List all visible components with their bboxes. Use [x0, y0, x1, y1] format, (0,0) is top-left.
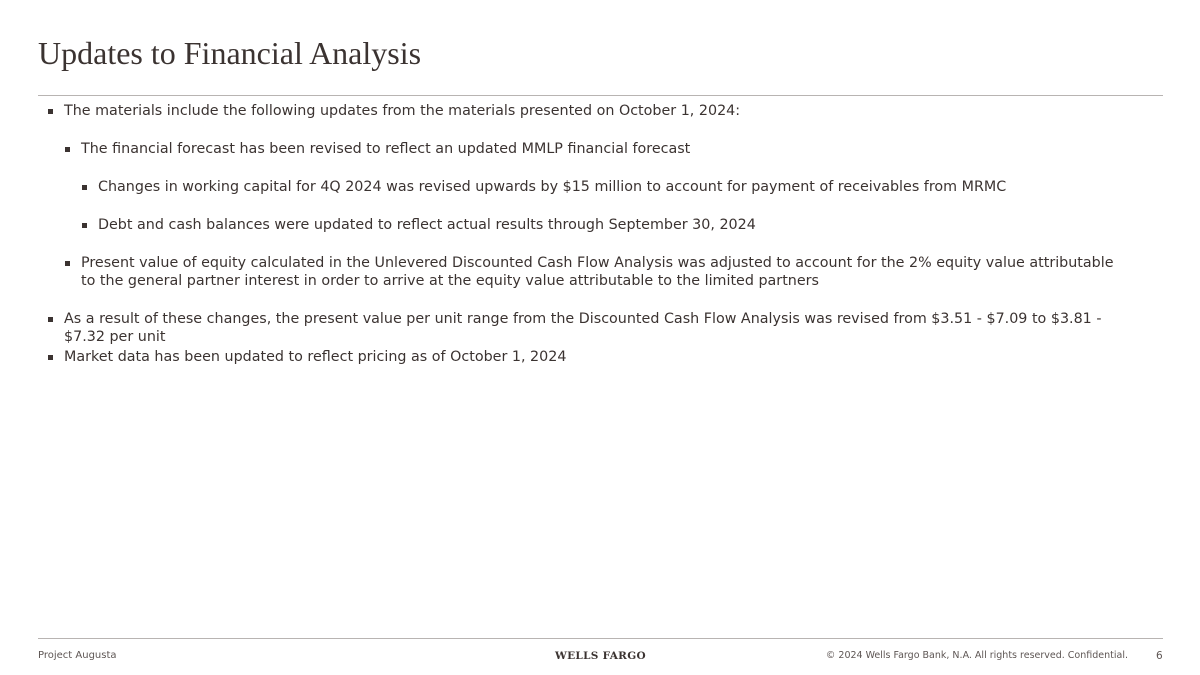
bullet-text: The financial forecast has been revised to reflect an updated MMLP financial forecast — [81, 141, 691, 157]
bullet-square-icon — [65, 261, 70, 266]
bullet-item — [64, 102, 1125, 120]
page-title: Updates to Financial Analysis — [38, 35, 422, 71]
bullet-text: Market data has been updated to reflect pricing as of October 1, 2024 — [64, 349, 567, 365]
bullet-text: Debt and cash balances were updated to reflect actual results through September 30, 2024 — [98, 217, 756, 233]
bullet-item — [98, 178, 1125, 196]
footer-copyright: © 2024 Wells Fargo Bank, N.A. All rights reserved. Confidential. — [825, 650, 1128, 661]
bullet-item — [98, 216, 1125, 234]
footer-project-name: Project Augusta — [38, 650, 117, 661]
title-divider — [38, 95, 1163, 96]
bullet-item — [64, 348, 1125, 366]
bullet-square-icon — [65, 147, 70, 152]
bullet-item — [81, 254, 1125, 290]
footer-divider — [38, 638, 1163, 639]
bullet-square-icon — [82, 185, 87, 190]
bullet-text: As a result of these changes, the present value per unit range from the Discounted Cash Flow Analysis was revised from $3.51 - $7.09 to $3.81 - $7.32 per unit — [64, 311, 1102, 345]
bullet-item — [64, 310, 1125, 346]
page-number: 6 — [1156, 650, 1163, 662]
bullet-square-icon — [48, 109, 53, 114]
bullet-text: Changes in working capital for 4Q 2024 was revised upwards by $15 million to account for payment of receivables from MRMC — [98, 179, 1007, 195]
bullet-item — [81, 140, 1125, 158]
wells-fargo-logo: WELLS FARGO — [555, 650, 646, 662]
bullet-text: Present value of equity calculated in the Unlevered Discounted Cash Flow Analysis was adjusted to account for the 2% equity value attributable to the general partner interest in order to arrive at the equity value attributable to the limited partners — [81, 255, 1114, 289]
bullet-square-icon — [48, 355, 53, 360]
bullet-text: The materials include the following updates from the materials presented on October 1, 2024: — [64, 103, 741, 119]
bullet-square-icon — [48, 317, 53, 322]
bullet-square-icon — [82, 223, 87, 228]
